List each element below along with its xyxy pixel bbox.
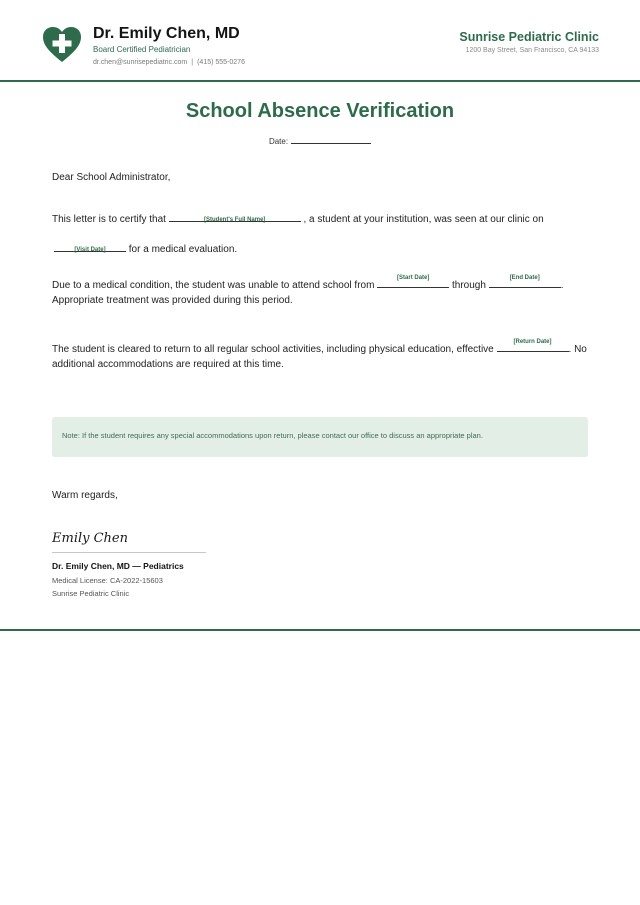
visit-date-blank — [54, 241, 126, 252]
medical-license: Medical License: CA-2022-15603 — [52, 576, 163, 585]
p3-text-1: The student is cleared to return to all regular school activities, including physical education, effective — [52, 344, 494, 355]
visit-date-hint: [Visit Date] — [74, 247, 106, 253]
clinic-name: Sunrise Pediatric Clinic — [459, 30, 599, 44]
start-date-blank — [377, 277, 449, 288]
doctor-name: Dr. Emily Chen, MD — [93, 25, 240, 42]
header-divider — [0, 80, 640, 82]
doctor-phone: (415) 555-0276 — [197, 59, 245, 66]
doctor-title: Board Certified Pediatrician — [93, 45, 191, 54]
paragraph-visit — [52, 205, 592, 265]
p2-period: . — [560, 280, 564, 291]
date-label: Date: — [268, 137, 289, 146]
doctor-email: dr.chen@sunrisepediatric.com — [93, 59, 188, 66]
p1-text-3: for a medical evaluation. — [128, 244, 238, 255]
end-date-hint: [End Date] — [509, 275, 540, 281]
start-date-hint: [Start Date] — [397, 275, 430, 281]
p2-text-2: Appropriate treatment was provided during this period. — [52, 295, 293, 306]
clinic-address: 1200 Bay Street, San Francisco, CA 94133 — [465, 47, 599, 54]
handwritten-signature: Emily Chen — [52, 531, 128, 546]
p3-text-2: . No additional accommodations are required at this time. — [52, 344, 587, 370]
end-date-blank — [489, 277, 561, 288]
note-box — [52, 417, 588, 457]
p2-text-1: Due to a medical condition, the student was unable to attend school from — [52, 280, 375, 291]
salutation: Dear School Administrator, — [52, 172, 171, 183]
date-line — [0, 136, 640, 146]
return-date-hint: [Return Date] — [513, 339, 552, 345]
return-date-blank — [497, 341, 569, 352]
p1-text-2: , a student at your institution, was seen at our clinic on — [303, 214, 544, 225]
student-name-hint: [Student's Full Name] — [204, 217, 266, 223]
signer-name: Dr. Emily Chen, MD — Pediatrics — [52, 561, 184, 571]
contact-separator: | — [191, 59, 194, 66]
closing: Warm regards, — [52, 490, 118, 501]
p1-text-1: This letter is to certify that — [52, 214, 166, 225]
paragraph-clearance — [52, 341, 592, 372]
student-name-blank — [169, 211, 301, 222]
date-blank — [291, 136, 371, 144]
p2-through: through — [451, 280, 486, 291]
paragraph-absence — [52, 277, 592, 308]
note-text: Note: If the student requires any special accommodations upon return, please contact our office to discuss an appropriate plan. — [62, 431, 483, 440]
signer-clinic: Sunrise Pediatric Clinic — [52, 589, 130, 598]
letter-title: School Absence Verification — [185, 100, 455, 122]
signature-line — [52, 552, 206, 553]
footer-divider — [0, 629, 640, 631]
letterhead — [0, 0, 640, 80]
doctor-contact — [93, 59, 245, 66]
heart-cross-icon — [43, 27, 81, 63]
